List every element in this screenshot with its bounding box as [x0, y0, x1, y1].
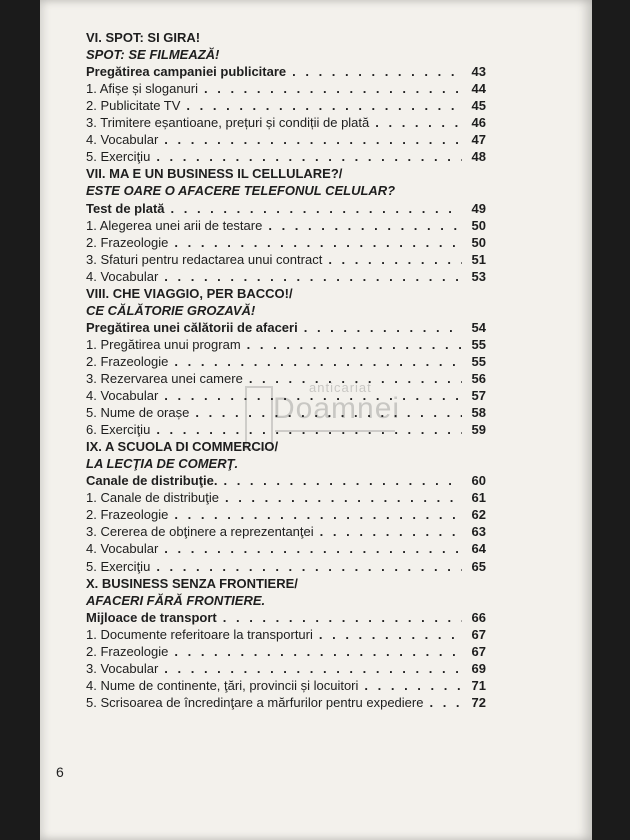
toc-leader-dots — [174, 234, 462, 251]
toc-leader-dots — [320, 523, 462, 540]
toc-entry-section — [86, 199, 486, 216]
toc-entry-page: 63 — [471, 524, 486, 540]
toc-entry-page: 67 — [471, 626, 486, 642]
toc-entry-item — [86, 677, 486, 694]
toc-entry-chapter — [86, 29, 486, 46]
toc-entry-item — [86, 489, 486, 506]
toc-entry-title: Test de plată — [86, 200, 165, 216]
toc-leader-dots — [364, 677, 462, 694]
toc-leader-dots — [195, 404, 462, 421]
toc-entry-page: 53 — [471, 268, 486, 284]
toc-entry-title: 2. Frazeologie — [86, 507, 169, 523]
toc-entry-chapter — [86, 575, 486, 592]
toc-leader-dots — [171, 200, 462, 217]
toc-entry-item — [86, 80, 486, 97]
toc-entry-title: IX. A SCUOLA DI COMMERCIO/ — [86, 439, 279, 455]
toc-leader-dots — [164, 131, 462, 148]
toc-entry-subtitle — [86, 46, 486, 63]
toc-entry-title: 4. Vocabular — [86, 541, 159, 557]
watermark-line2: Doamnei — [273, 392, 401, 425]
toc-leader-dots — [268, 217, 462, 234]
toc-entry-item — [86, 131, 486, 148]
toc-entry-item — [86, 694, 486, 711]
toc-entry-page: 71 — [471, 677, 486, 693]
toc-entry-title: 3. Vocabular — [86, 660, 159, 676]
toc-entry-title: VIII. CHE VIAGGIO, PER BACCO!/ — [86, 285, 293, 301]
toc-leader-dots — [174, 353, 462, 370]
toc-entry-subtitle — [86, 302, 486, 319]
toc-entry-title: 3. Trimitere eșantioane, prețuri și condiții de plată — [86, 115, 370, 131]
toc-entry-title: ESTE OARE O AFACERE TELEFONUL CELULAR? — [86, 183, 396, 199]
toc-entry-page: 55 — [471, 336, 486, 352]
toc-entry-section — [86, 609, 486, 626]
toc-entry-page: 72 — [471, 694, 486, 710]
toc-leader-dots — [225, 489, 462, 506]
toc-leader-dots — [328, 251, 462, 268]
toc-entry-page: 45 — [471, 98, 486, 114]
toc-entry-subtitle — [86, 182, 486, 199]
toc-entry-item — [86, 251, 486, 268]
toc-entry-page: 57 — [471, 388, 486, 404]
toc-leader-dots — [174, 506, 462, 523]
toc-entry-chapter — [86, 285, 486, 302]
toc-entry-page: 55 — [471, 353, 486, 369]
toc-leader-dots — [186, 97, 462, 114]
toc-leader-dots — [164, 387, 462, 404]
toc-entry-title: 2. Publicitate TV — [86, 98, 181, 114]
toc-entry-page: 50 — [471, 217, 486, 233]
toc-leader-dots — [156, 148, 462, 165]
toc-entry-title: 1. Alegerea unei arii de testare — [86, 217, 263, 233]
toc-leader-dots — [375, 114, 462, 131]
toc-entry-title: 4. Vocabular — [86, 388, 159, 404]
toc-entry-title: X. BUSINESS SENZA FRONTIERE/ — [86, 575, 298, 591]
toc-entry-page: 43 — [471, 64, 486, 80]
toc-entry-title: 3. Cererea de obţinere a reprezentanţei — [86, 524, 314, 540]
toc-entry-page: 54 — [471, 319, 486, 335]
toc-entry-item — [86, 370, 486, 387]
toc-leader-dots — [223, 472, 462, 489]
toc-entry-section — [86, 319, 486, 336]
toc-entry-item — [86, 643, 486, 660]
toc-leader-dots — [223, 609, 462, 626]
toc-leader-dots — [156, 558, 462, 575]
toc-entry-title: 2. Frazeologie — [86, 643, 169, 659]
toc-entry-title: 3. Sfaturi pentru redactarea unui contract — [86, 251, 323, 267]
toc-entry-page: 46 — [471, 115, 486, 131]
toc-entry-item — [86, 506, 486, 523]
toc-entry-item — [86, 523, 486, 540]
toc-entry-page: 50 — [471, 234, 486, 250]
toc-entry-subtitle — [86, 592, 486, 609]
toc-entry-page: 51 — [471, 251, 486, 267]
toc-entry-item — [86, 268, 486, 285]
watermark-line1: anticariat — [309, 380, 372, 395]
toc-entry-page: 49 — [471, 200, 486, 216]
toc-entry-page: 61 — [471, 490, 486, 506]
toc-leader-dots — [247, 336, 462, 353]
toc-entry-title: Pregătirea unei călătorii de afaceri — [86, 319, 298, 335]
toc-entry-title: 5. Nume de orașe — [86, 405, 190, 421]
toc-leader-dots — [292, 63, 462, 80]
toc-entry-page: 44 — [471, 81, 486, 97]
toc-entry-title: 1. Documente referitoare la transporturi — [86, 626, 313, 642]
toc-entry-title: 3. Rezervarea unei camere — [86, 370, 243, 386]
toc-entry-title: AFACERI FĂRĂ FRONTIERE. — [86, 592, 266, 608]
toc-entry-title: 2. Frazeologie — [86, 234, 169, 250]
toc-leader-dots — [164, 268, 462, 285]
toc-entry-title: CE CĂLĂTORIE GROZAVĂ! — [86, 302, 256, 318]
toc-entry-page: 66 — [471, 609, 486, 625]
toc-entry-subtitle — [86, 455, 486, 472]
toc-entry-page: 62 — [471, 507, 486, 523]
toc-entry-item — [86, 421, 486, 438]
toc-leader-dots — [204, 80, 462, 97]
toc-entry-item — [86, 336, 486, 353]
toc-entry-title: Canale de distribuţie. — [86, 473, 218, 489]
toc-entry-item — [86, 234, 486, 251]
toc-entry-page: 56 — [471, 370, 486, 386]
toc-entry-title: 5. Exerciţiu — [86, 558, 151, 574]
toc-entry-title: LA LECŢIA DE COMERŢ. — [86, 456, 239, 472]
toc-leader-dots — [319, 626, 462, 643]
toc-leader-dots — [156, 421, 462, 438]
toc-entry-title: Mijloace de transport — [86, 609, 217, 625]
toc-entry-chapter — [86, 165, 486, 182]
toc-leader-dots — [304, 319, 462, 336]
toc-entry-item — [86, 540, 486, 557]
toc-leader-dots — [174, 643, 462, 660]
toc-entry-page: 64 — [471, 541, 486, 557]
toc-entry-section — [86, 63, 486, 80]
toc-entry-item — [86, 97, 486, 114]
toc-entry-page: 58 — [471, 405, 486, 421]
toc-entry-title: 1. Afișe și sloganuri — [86, 81, 199, 97]
toc-entry-title: 4. Vocabular — [86, 268, 159, 284]
toc-entry-title: 6. Exerciţiu — [86, 422, 151, 438]
toc-entry-title: 5. Scrisoarea de încredinţare a mărfurilor pentru expediere — [86, 694, 424, 710]
toc-entry-item — [86, 114, 486, 131]
toc-entry-title: 2. Frazeologie — [86, 353, 169, 369]
toc-entry-item — [86, 404, 486, 421]
toc-entry-page: 69 — [471, 660, 486, 676]
toc-entry-page: 60 — [471, 473, 486, 489]
toc-entry-title: 4. Nume de continente, ţări, provincii și locuitori — [86, 677, 359, 693]
toc-leader-dots — [164, 540, 462, 557]
table-of-contents — [86, 29, 486, 711]
toc-entry-page: 65 — [471, 558, 486, 574]
toc-entry-title: 5. Exerciţiu — [86, 149, 151, 165]
toc-leader-dots — [429, 694, 462, 711]
toc-leader-dots — [164, 660, 462, 677]
toc-entry-item — [86, 148, 486, 165]
toc-leader-dots — [249, 370, 462, 387]
page-number: 6 — [56, 764, 64, 780]
toc-entry-title: Pregătirea campaniei publicitare — [86, 64, 287, 80]
toc-entry-title: VII. MA E UN BUSINESS IL CELLULARE?/ — [86, 166, 343, 182]
toc-entry-item — [86, 387, 486, 404]
toc-entry-title: SPOT: SE FILMEAZĂ! — [86, 47, 220, 63]
toc-entry-title: 4. Vocabular — [86, 132, 159, 148]
toc-entry-page: 48 — [471, 149, 486, 165]
toc-entry-page: 67 — [471, 643, 486, 659]
toc-entry-item — [86, 353, 486, 370]
toc-entry-item — [86, 217, 486, 234]
toc-entry-page: 47 — [471, 132, 486, 148]
toc-entry-title: VI. SPOT: SI GIRA! — [86, 30, 201, 46]
toc-entry-item — [86, 626, 486, 643]
toc-entry-page: 59 — [471, 422, 486, 438]
toc-entry-chapter — [86, 438, 486, 455]
toc-entry-section — [86, 472, 486, 489]
toc-entry-item — [86, 660, 486, 677]
toc-entry-title: 1. Pregătirea unui program — [86, 336, 241, 352]
toc-entry-item — [86, 557, 486, 574]
toc-entry-title: 1. Canale de distribuţie — [86, 490, 219, 506]
